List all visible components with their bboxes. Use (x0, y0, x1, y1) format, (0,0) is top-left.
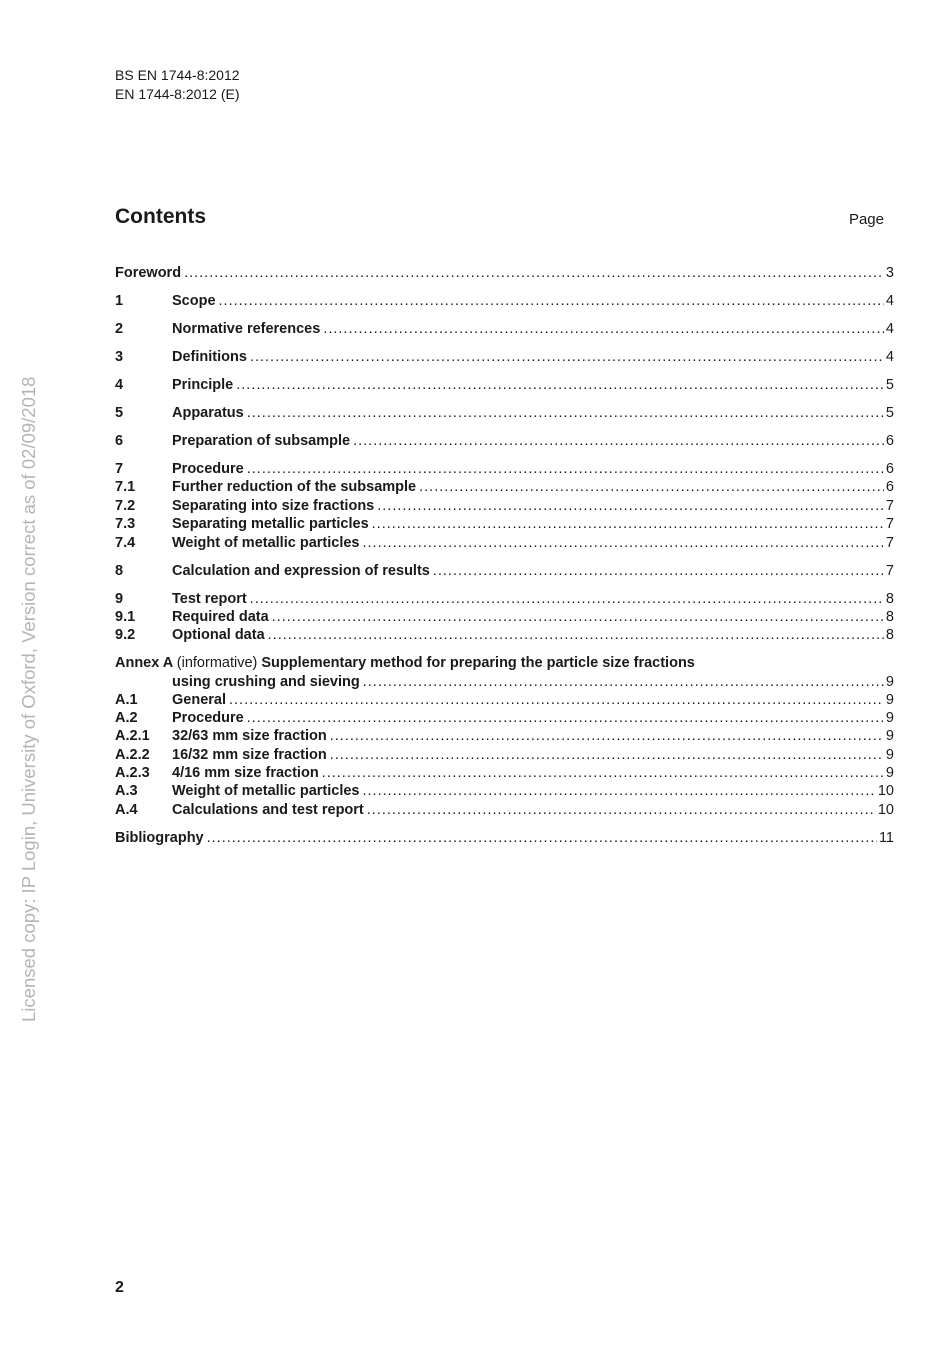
toc-page: 6 (885, 433, 894, 449)
document-header (115, 66, 240, 104)
toc-number: 4 (115, 377, 124, 393)
leader-dots (265, 626, 884, 645)
toc-number: A.2.3 (115, 765, 150, 781)
toc-number: 7.1 (115, 479, 136, 495)
leader-dots (416, 478, 884, 497)
toc-page: 9 (885, 728, 894, 744)
toc-entry[interactable] (115, 801, 894, 820)
toc-page: 5 (885, 405, 894, 421)
leader-dots (269, 608, 884, 627)
leader-dots (350, 432, 884, 451)
leader-dots (233, 376, 884, 395)
toc-entry[interactable] (115, 515, 894, 534)
toc-title: Required data (172, 609, 269, 625)
toc-title: Scope (172, 293, 216, 309)
toc-number: 8 (115, 563, 124, 579)
toc-page: 4 (885, 293, 894, 309)
toc-entry[interactable] (115, 691, 894, 710)
leader-dots (247, 348, 884, 367)
annex-title-line1: Supplementary method for preparing the particle size fractions (261, 655, 695, 671)
leader-dots (359, 782, 875, 801)
annex-title-line2: using crushing and sieving (172, 674, 360, 690)
leader-dots (364, 801, 876, 820)
toc-entry[interactable] (115, 709, 894, 728)
toc-page: 9 (885, 710, 894, 726)
toc-entry[interactable] (115, 404, 894, 423)
toc-title: 4/16 mm size fraction (172, 765, 319, 781)
toc-entry[interactable] (115, 497, 894, 516)
toc-page: 8 (885, 609, 894, 625)
toc-number: 9 (115, 591, 124, 607)
toc-page: 7 (885, 516, 894, 532)
leader-dots (244, 709, 884, 728)
leader-dots (369, 515, 884, 534)
toc-title: Separating metallic particles (172, 516, 369, 532)
toc-title: Calculation and expression of results (172, 563, 430, 579)
leader-dots (247, 590, 884, 609)
toc-page: 9 (885, 747, 894, 763)
toc-page: 5 (885, 377, 894, 393)
toc-title: Weight of metallic particles (172, 535, 360, 551)
toc-page: 4 (885, 349, 894, 365)
leader-dots (359, 534, 883, 553)
toc-title: Principle (172, 377, 234, 393)
toc-title: Further reduction of the subsample (172, 479, 417, 495)
toc-entry[interactable] (115, 320, 894, 339)
toc-entry[interactable] (115, 746, 894, 765)
toc-number: A.3 (115, 783, 138, 799)
annex-type: (informative) (176, 655, 258, 671)
leader-dots (320, 320, 884, 339)
toc-title: Test report (172, 591, 247, 607)
toc-page: 9 (885, 674, 894, 690)
toc-entry[interactable] (115, 764, 894, 783)
leader-dots (244, 460, 884, 479)
toc-number: 6 (115, 433, 124, 449)
toc-entry[interactable] (115, 562, 894, 581)
toc-page: 7 (885, 563, 894, 579)
standard-id: BS EN 1744-8:2012 (115, 67, 240, 83)
toc-title: Definitions (172, 349, 247, 365)
toc-page: 10 (877, 802, 894, 818)
toc-title: 16/32 mm size fraction (172, 747, 327, 763)
toc-entry[interactable] (115, 292, 894, 311)
toc-number: A.4 (115, 802, 138, 818)
toc-number: A.1 (115, 692, 138, 708)
toc-title: Preparation of subsample (172, 433, 351, 449)
toc-title: Normative references (172, 321, 321, 337)
toc-title: Procedure (172, 710, 244, 726)
toc-number: 3 (115, 349, 124, 365)
toc-page: 6 (885, 461, 894, 477)
leader-dots (181, 264, 884, 283)
toc-entry[interactable] (115, 626, 894, 645)
leader-dots (216, 292, 884, 311)
annex-heading[interactable] (115, 654, 894, 673)
toc-title: Separating into size fractions (172, 498, 375, 514)
leader-dots (319, 764, 884, 783)
toc-title: Optional data (172, 627, 265, 643)
toc-number: A.2.2 (115, 747, 150, 763)
toc-page: 11 (878, 830, 894, 846)
toc-number: 2 (115, 321, 124, 337)
toc-page: 9 (885, 692, 894, 708)
toc-entry-bibliography[interactable] (115, 829, 894, 848)
toc-entry-foreword[interactable] (115, 264, 894, 283)
toc-entry[interactable] (115, 376, 894, 395)
toc-page: 6 (885, 479, 894, 495)
toc-entry[interactable] (115, 432, 894, 451)
toc-number: 7.3 (115, 516, 136, 532)
toc-title: Bibliography (115, 830, 204, 846)
toc-title: Foreword (115, 265, 182, 281)
toc-entry[interactable] (115, 478, 894, 497)
toc-entry[interactable] (115, 348, 894, 367)
toc-entry[interactable] (115, 534, 894, 553)
toc-entry[interactable] (115, 608, 894, 627)
leader-dots (204, 829, 877, 848)
page-column-label: Page (848, 211, 884, 228)
annex-heading-continued[interactable] (115, 673, 894, 692)
leader-dots (374, 497, 884, 516)
toc-number: 7 (115, 461, 124, 477)
toc-page: 7 (885, 498, 894, 514)
toc-entry[interactable] (115, 460, 894, 479)
toc-number: 5 (115, 405, 124, 421)
leader-dots (244, 404, 884, 423)
leader-dots (226, 691, 884, 710)
leader-dots (360, 673, 884, 692)
annex-label: Annex A (115, 655, 173, 671)
toc-title: Apparatus (172, 405, 244, 421)
toc-page: 3 (885, 265, 894, 281)
toc-title: 32/63 mm size fraction (172, 728, 327, 744)
toc-entry[interactable] (115, 727, 894, 746)
toc-page: 8 (885, 627, 894, 643)
toc-title: Calculations and test report (172, 802, 364, 818)
toc-number: 9.1 (115, 609, 136, 625)
toc-number: 7.4 (115, 535, 136, 551)
toc-page: 8 (885, 591, 894, 607)
toc-title: Weight of metallic particles (172, 783, 360, 799)
license-watermark: Licensed copy: IP Login, University of Oxford, Version correct as of 02/09/2018 (18, 376, 39, 1022)
toc-entry[interactable] (115, 590, 894, 609)
page-number: 2 (115, 1279, 124, 1296)
toc-page: 7 (885, 535, 894, 551)
toc-entry[interactable] (115, 782, 894, 801)
toc-number: 9.2 (115, 627, 136, 643)
leader-dots (327, 727, 884, 746)
leader-dots (327, 746, 884, 765)
toc-number: A.2 (115, 710, 138, 726)
toc-page: 9 (885, 765, 894, 781)
leader-dots (430, 562, 884, 581)
toc-page: 10 (877, 783, 894, 799)
toc-number: 7.2 (115, 498, 136, 514)
toc-title: General (172, 692, 226, 708)
toc-number: 1 (115, 293, 124, 309)
contents-heading: Contents (115, 205, 206, 228)
standard-id-en: EN 1744-8:2012 (E) (115, 86, 240, 102)
toc-number: A.2.1 (115, 728, 150, 744)
toc-title: Procedure (172, 461, 244, 477)
toc-page: 4 (885, 321, 894, 337)
